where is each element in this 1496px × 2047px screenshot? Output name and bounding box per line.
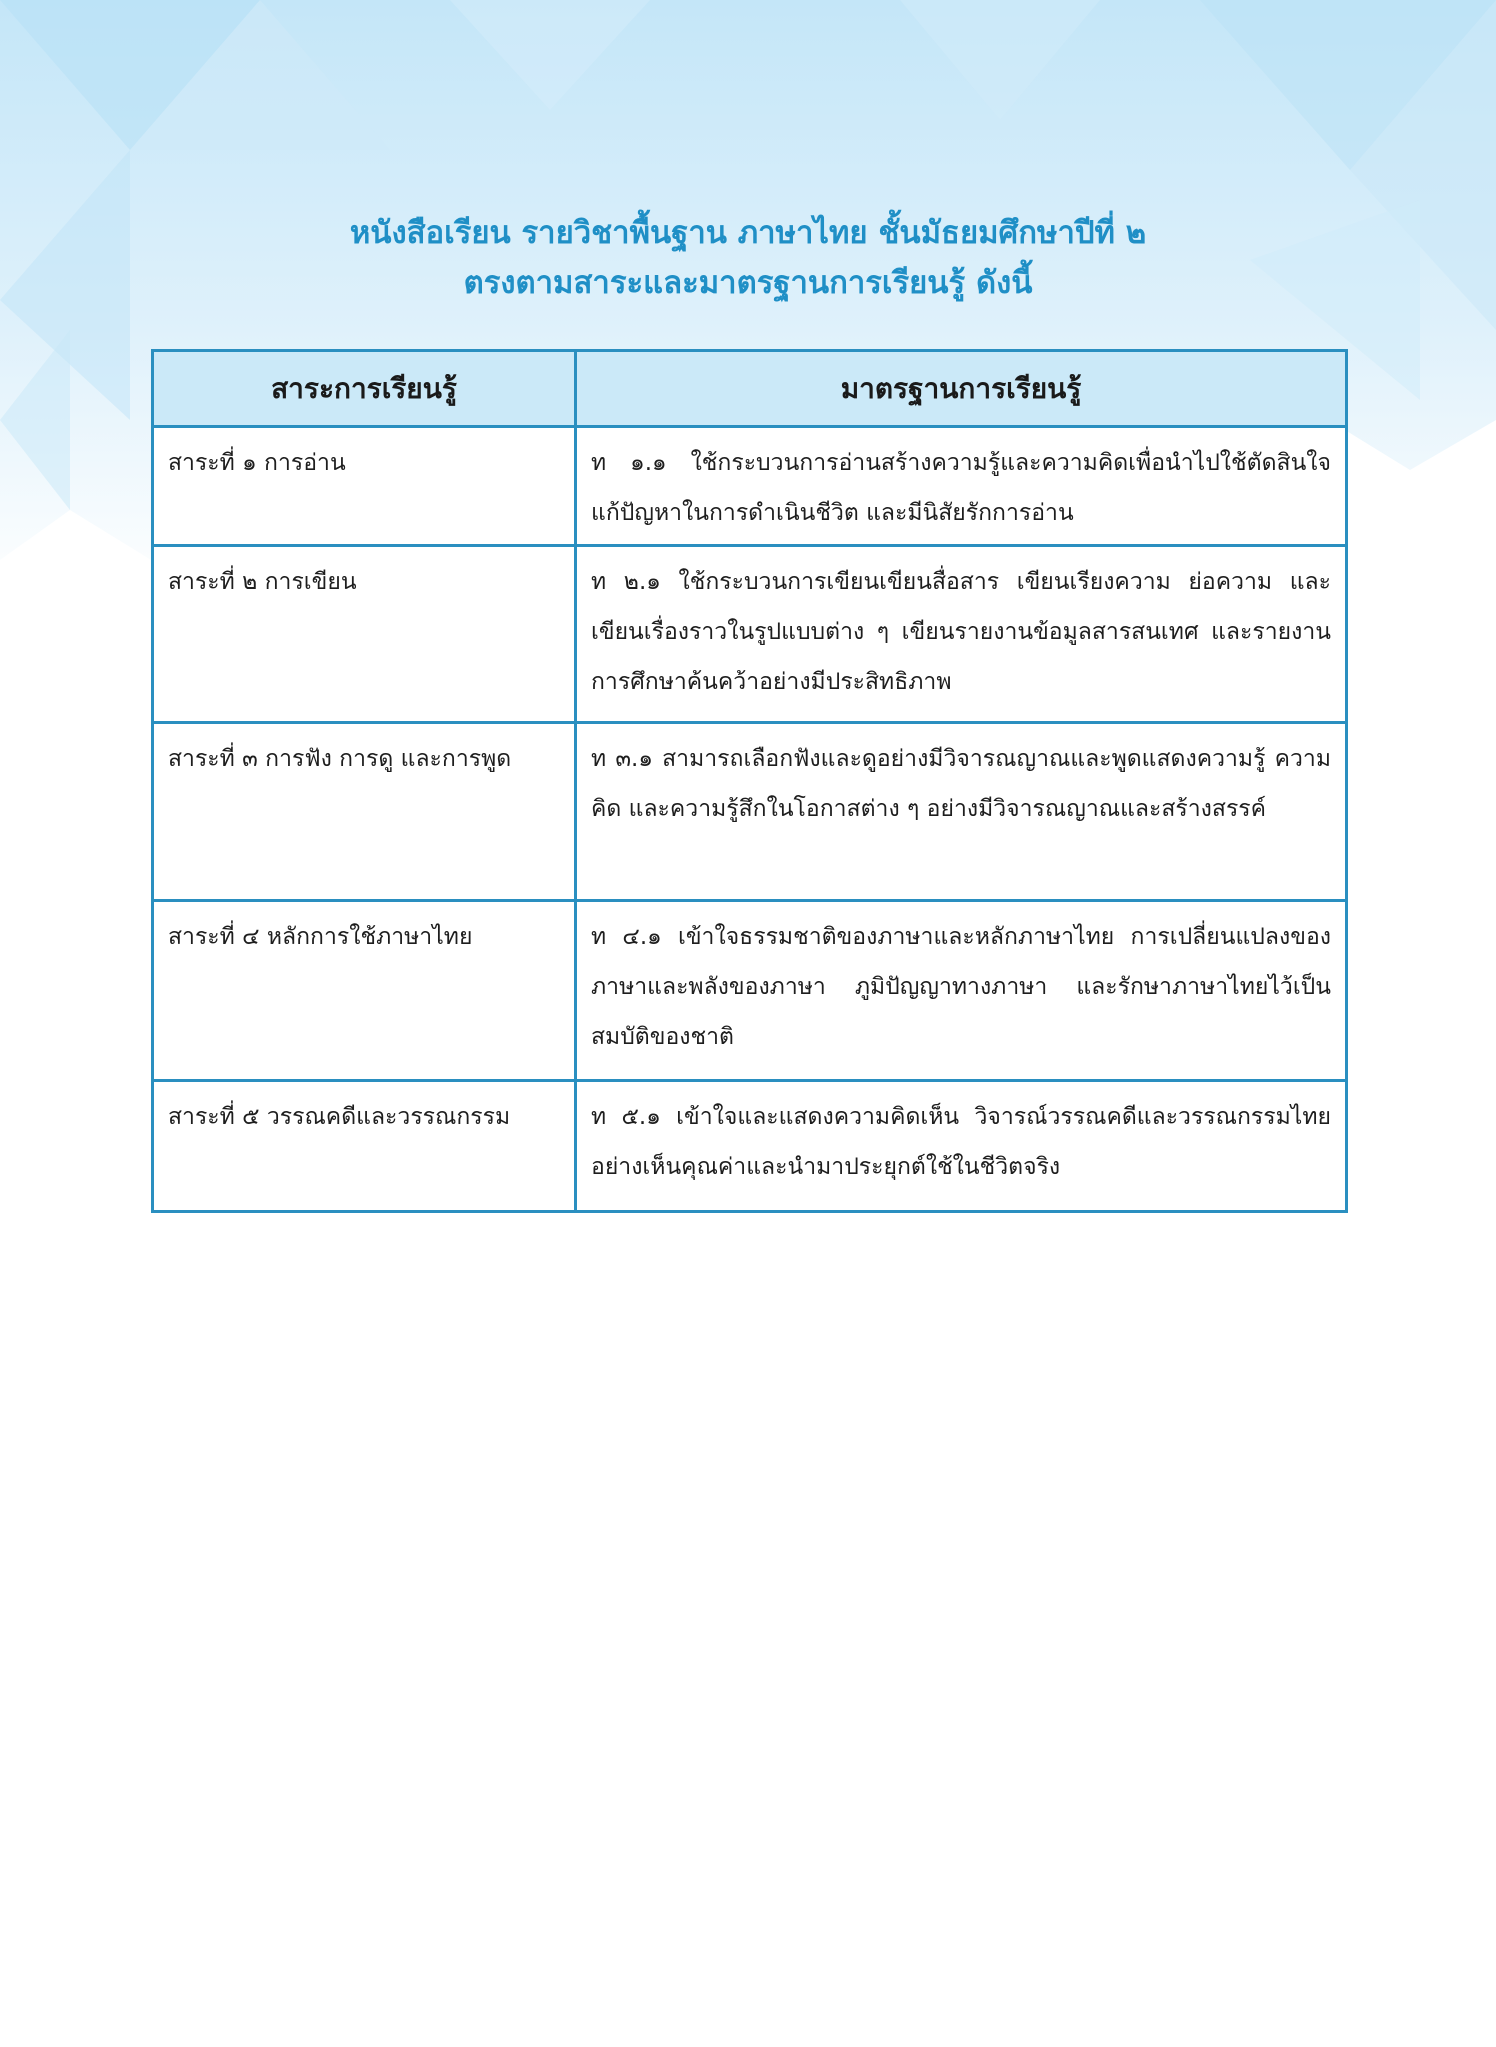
strand-cell: สาระที่ ๒ การเขียน [153,546,576,723]
standard-cell: ท ๑.๑ ใช้กระบวนการอ่านสร้างความรู้และความคิดเพื่อนำไปใช้ตัดสินใจ แก้ปัญหาในการดำเนินชีวิต และมีนิสัยรักการอ่าน [576,427,1347,546]
table-row [153,723,1347,901]
table-row [153,901,1347,1081]
header-standard: มาตรฐานการเรียนรู้ [576,351,1347,427]
heading-line-1: หนังสือเรียน รายวิชาพื้นฐาน ภาษาไทย ชั้นมัธยมศึกษาปีที่ ๒ [349,215,1147,251]
table-row [153,546,1347,723]
standard-cell: ท ๔.๑ เข้าใจธรรมชาติของภาษาและหลักภาษาไทย การเปลี่ยนแปลงของภาษาและพลังของภาษา ภูมิปัญญาทางภาษา และรักษาภาษาไทยไว้เป็นสมบัติของชาติ [576,901,1347,1081]
strand-cell: สาระที่ ๔ หลักการใช้ภาษาไทย [153,901,576,1081]
table-header-row [153,351,1347,427]
strand-cell: สาระที่ ๑ การอ่าน [153,427,576,546]
table-row [153,1081,1347,1212]
strand-cell: สาระที่ ๕ วรรณคดีและวรรณกรรม [153,1081,576,1212]
header-strand: สาระการเรียนรู้ [153,351,576,427]
page-heading [0,208,1496,308]
standard-cell: ท ๒.๑ ใช้กระบวนการเขียนเขียนสื่อสาร เขียนเรียงความ ย่อความ และเขียนเรื่องราวในรูปแบบต่าง ๆ เขียนรายงานข้อมูลสารสนเทศ และรายงานการศึกษาค้นคว้าอย่างมีประสิทธิภาพ [576,546,1347,723]
heading-line-2: ตรงตามสาระและมาตรฐานการเรียนรู้ ดังนี้ [463,265,1033,301]
table-row [153,427,1347,546]
learning-standards-table [151,349,1348,1213]
strand-cell: สาระที่ ๓ การฟัง การดู และการพูด [153,723,576,901]
standard-cell: ท ๕.๑ เข้าใจและแสดงความคิดเห็น วิจารณ์วรรณคดีและวรรณกรรมไทยอย่างเห็นคุณค่าและนำมาประยุกต์ใช้ในชีวิตจริง [576,1081,1347,1212]
standard-cell: ท ๓.๑ สามารถเลือกฟังและดูอย่างมีวิจารณญาณและพูดแสดงความรู้ ความคิด และความรู้สึกในโอกาสต่าง ๆ อย่างมีวิจารณญาณและสร้างสรรค์ [576,723,1347,901]
